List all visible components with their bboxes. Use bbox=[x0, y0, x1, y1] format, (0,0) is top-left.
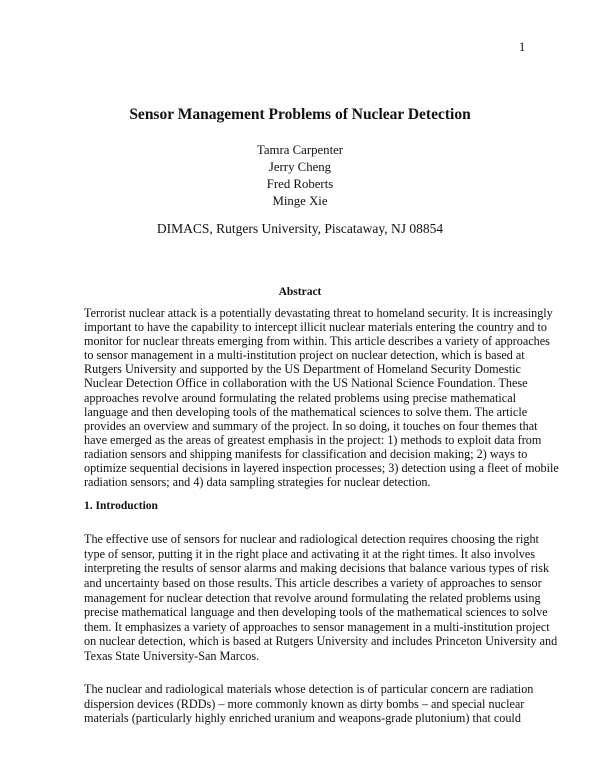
text-line: Texas State University-San Marcos. bbox=[84, 649, 260, 664]
introduction-paragraph-1 bbox=[84, 532, 558, 664]
affiliation: DIMACS, Rutgers University, Piscataway, NJ 08854 bbox=[156, 221, 444, 236]
text-line: to sensor management in a multi-institution project on nuclear detection, which is based at bbox=[84, 348, 525, 363]
text-line: precise mathematical language and then developing tools of the mathematical sciences to solve bbox=[84, 605, 548, 620]
text-line: on nuclear detection, which is based at Rutgers University and includes Princeton University and bbox=[84, 634, 558, 649]
abstract-heading: Abstract bbox=[278, 286, 322, 298]
text-line: language and then developing tools of the mathematical sciences to solve them. The article bbox=[84, 404, 528, 419]
text-line: Nuclear Detection Office in collaboration with the US National Science Foundation. These bbox=[84, 376, 528, 391]
introduction-heading: 1. Introduction bbox=[84, 500, 158, 512]
introduction-paragraph-2 bbox=[84, 682, 534, 726]
text-line: radiation sensors; and 4) data sampling strategies for nuclear detection. bbox=[84, 475, 431, 490]
text-line: materials (particularly highly enriched uranium and weapons-grade plutonium) that could bbox=[84, 711, 521, 726]
author-name: Fred Roberts bbox=[266, 177, 334, 191]
text-line: approaches revolve around formulating the related problems using precise mathematical bbox=[84, 390, 516, 405]
text-line: The nuclear and radiological materials whose detection is of particular concern are radiation bbox=[84, 682, 534, 696]
text-line: The effective use of sensors for nuclear and radiological detection requires choosing the right bbox=[84, 532, 539, 546]
text-line: Terrorist nuclear attack is a potentially devastating threat to homeland security. It is increasingly bbox=[84, 306, 553, 320]
author-name: Tamra Carpenter bbox=[256, 143, 344, 157]
text-line: important to have the capability to intercept illicit nuclear materials entering the country and to bbox=[84, 320, 547, 335]
text-line: interpreting the results of sensor alarms and making decisions that balance various types of risk bbox=[84, 561, 550, 576]
text-line: them. It emphasizes a variety of approaches to sensor management in a multi-institution project bbox=[84, 619, 550, 634]
text-line: radiation sensors and shipping manifests for classification and decision making; 2) ways to bbox=[84, 446, 528, 461]
text-line: optimize sequential decisions in layered inspection processes; 3) detection using a fleet of mobile bbox=[84, 461, 559, 476]
author-name: Minge Xie bbox=[272, 194, 328, 208]
author-name: Jerry Cheng bbox=[268, 160, 332, 174]
text-line: Rutgers University and supported by the US Department of Homeland Security Domestic bbox=[84, 362, 521, 377]
text-line: management for nuclear detection that revolve around formulating the related problems using bbox=[84, 590, 541, 605]
text-line: dispersion devices (RDDs) – more commonly known as dirty bombs – and special nuclear bbox=[84, 696, 525, 711]
text-line: monitor for nuclear threats emerging from within. This article describes a variety of approaches bbox=[84, 334, 550, 349]
text-line: provides an overview and summary of the project. In so doing, it touches on four themes that bbox=[84, 418, 538, 433]
paper-title: Sensor Management Problems of Nuclear Detection bbox=[129, 106, 471, 123]
text-line: have emerged as the areas of greatest emphasis in the project: 1) methods to exploit data from bbox=[84, 432, 542, 447]
abstract-body bbox=[84, 306, 559, 490]
text-line: and uncertainty based on those results. This article describes a variety of approaches to sensor bbox=[84, 575, 542, 590]
page-number: 1 bbox=[519, 40, 526, 54]
text-line: type of sensor, putting it in the right place and activating it at the right times. It also involves bbox=[84, 546, 536, 561]
